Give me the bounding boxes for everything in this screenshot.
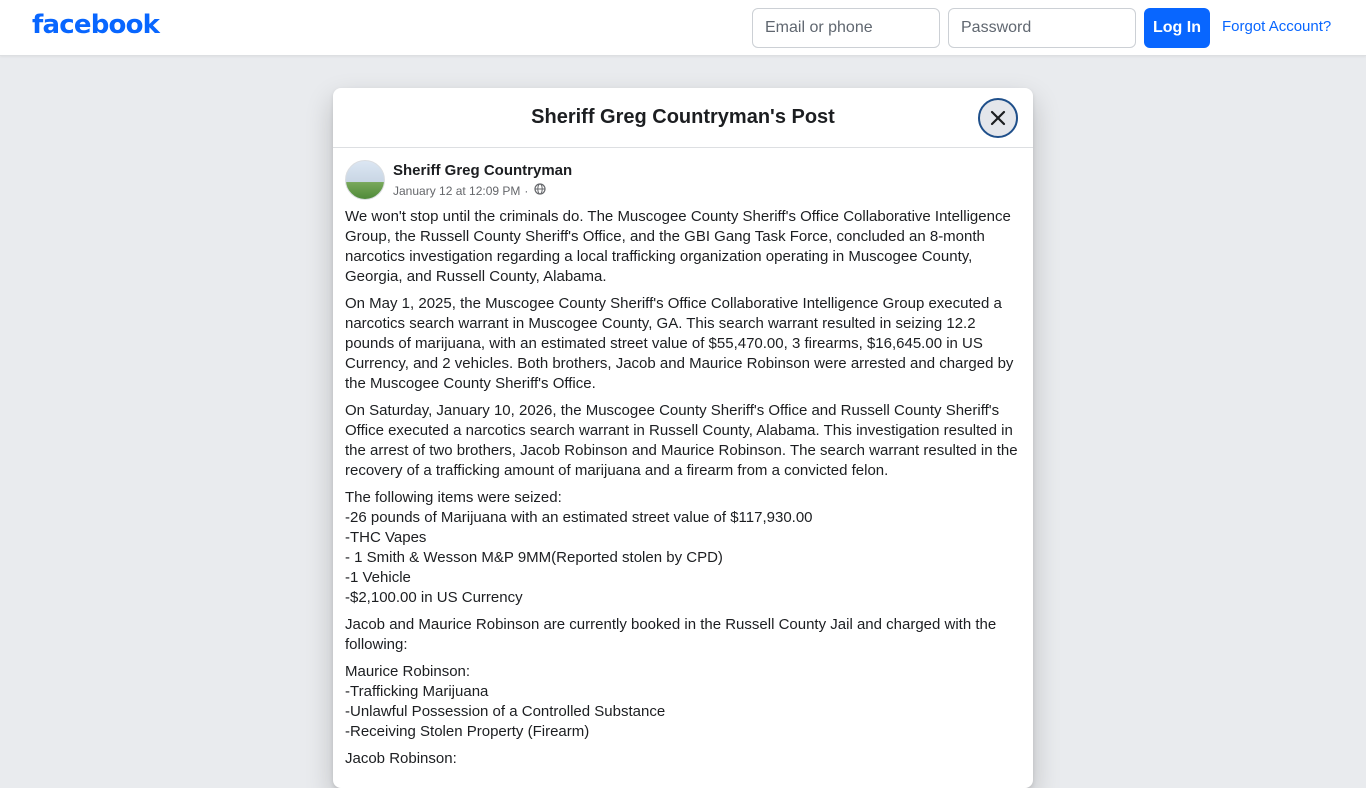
facebook-logo[interactable]: facebook [32, 10, 160, 40]
top-navigation-bar [0, 0, 1366, 56]
post-paragraph: On May 1, 2025, the Muscogee County Sheriff's Office Collaborative Intelligence Group executed a narcotics search warrant in Muscogee County, GA. This search warrant resulted in seizing 12.2 pounds of marijuana, with an estimated street value of $55,470.00, 3 firearms, $16,645.00 in US Currency, and 2 vehicles. Both brothers, Jacob and Maurice Robinson were arrested and charged by the Muscogee County Sheriff's Office. [345, 295, 1014, 392]
post-dialog [333, 88, 1033, 788]
post-paragraph: On Saturday, January 10, 2026, the Muscogee County Sheriff's Office and Russell County Sheriff's Office executed a narcotics search warrant in Russell County, Alabama. This investigation resulted in the arrest of two brothers, Jacob Robinson and Maurice Robinson. The search warrant resulted in the recovery of a trafficking amount of marijuana and a firearm from a convicted felon. [345, 402, 1018, 479]
password-input[interactable] [948, 8, 1136, 48]
post-timestamp[interactable]: January 12 at 12:09 PM [393, 183, 521, 198]
post-meta [393, 183, 546, 198]
globe-icon [534, 183, 546, 198]
log-in-button[interactable]: Log In [1144, 8, 1210, 48]
forgot-account-link[interactable]: Forgot Account? [1222, 18, 1332, 35]
post-paragraph: Maurice Robinson: -Trafficking Marijuana -Unlawful Possession of a Controlled Substance -Receiving Stolen Property (Firearm) [345, 663, 666, 740]
email-or-phone-input[interactable] [752, 8, 940, 48]
post-header [345, 160, 1021, 202]
post-paragraph: Jacob and Maurice Robinson are currently booked in the Russell County Jail and charged with the following: [345, 616, 997, 653]
author-name[interactable]: Sheriff Greg Countryman [393, 162, 573, 179]
avatar[interactable] [345, 160, 385, 200]
close-button[interactable] [978, 98, 1018, 138]
post-body [345, 207, 1025, 776]
post-paragraph: The following items were seized: -26 pounds of Marijuana with an estimated street value of $117,930.00 -THC Vapes - 1 Smith & Wesson M&P 9MM(Reported stolen by CPD) -1 Vehicle -$2,100.00 in US Currency [345, 489, 813, 606]
dialog-header [333, 88, 1033, 148]
post-paragraph: We won't stop until the criminals do. The Muscogee County Sheriff's Office Collaborative Intelligence Group, the Russell County Sheriff's Office, and the GBI Gang Task Force, concluded an 8-month narcotics investigation regarding a local trafficking organization operating in Muscogee County, Georgia, and Russell County, Alabama. [345, 208, 1011, 285]
post-paragraph: Jacob Robinson: [345, 750, 457, 767]
close-icon [990, 110, 1006, 126]
dialog-title: Sheriff Greg Countryman's Post [531, 106, 835, 128]
meta-separator: · [524, 183, 529, 198]
